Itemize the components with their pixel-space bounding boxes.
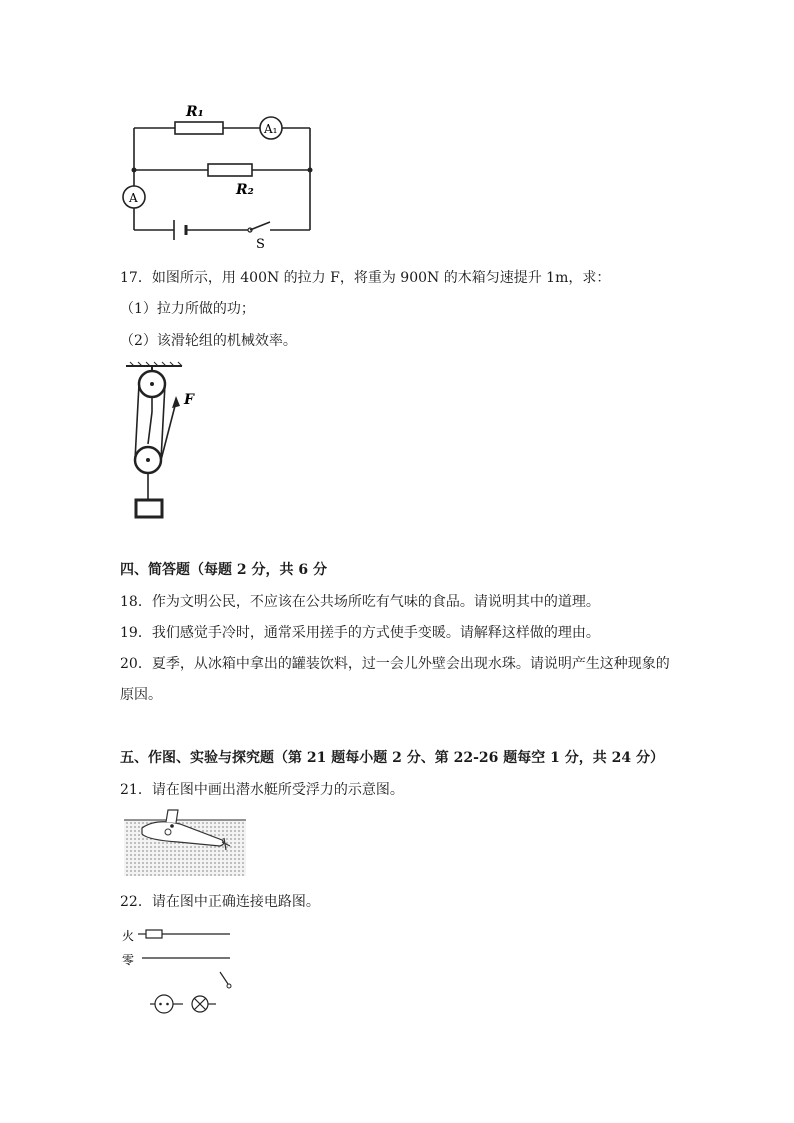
q17-sub2: （2）该滑轮组的机械效率。 xyxy=(120,333,297,349)
junction-dot xyxy=(308,168,313,173)
household-circuit-figure xyxy=(120,922,240,1022)
submarine-tower xyxy=(166,810,178,823)
force-arrow xyxy=(172,396,180,408)
switch-blade xyxy=(250,222,270,230)
section4-heading: 四、简答题（每题 2 分，共 6 分 xyxy=(120,562,327,578)
force-label: F xyxy=(184,392,194,408)
q22-text: 22．请在图中正确连接电路图。 xyxy=(120,894,320,910)
center-of-buoyancy-dot xyxy=(170,824,174,828)
junction-dot xyxy=(132,168,137,173)
fuse xyxy=(146,930,162,938)
q19-text: 19．我们感觉手冷时，通常采用搓手的方式使手变暖。请解释这样做的理由。 xyxy=(120,625,600,641)
submarine-figure xyxy=(122,806,248,878)
wooden-box xyxy=(136,500,162,517)
q21-text: 21．请在图中画出潜水艇所受浮力的示意图。 xyxy=(120,782,404,798)
pulley-system-figure xyxy=(120,360,210,525)
q18-text: 18．作为文明公民，不应该在公共场所吃有气味的食品。请说明其中的道理。 xyxy=(120,594,600,610)
resistor-r2-label: R₂ xyxy=(236,182,254,198)
ammeter-main-label: A xyxy=(129,191,138,205)
section5-heading: 五、作图、实验与探究题（第 21 题每小题 2 分、第 22-26 题每空 1 分，共 24 分） xyxy=(120,750,664,766)
resistor-r1-label: R₁ xyxy=(186,104,204,120)
circuit-diagram-figure xyxy=(120,98,320,258)
q17-sub1: （1）拉力所做的功； xyxy=(120,301,255,317)
resistor-r1 xyxy=(175,122,223,134)
neutral-wire-label: 零 xyxy=(122,953,135,967)
ammeter-a1-label: A₁ xyxy=(264,122,278,136)
q17-stem: 17．如图所示，用 400N 的拉力 F，将重为 900N 的木箱匀速提升 1m，求： xyxy=(120,270,611,286)
q20-text: 20．夏季，从冰箱中拿出的罐装饮料，过一会儿外壁会出现水珠。请说明产生这种现象的原因。 xyxy=(120,656,670,703)
socket-symbol xyxy=(155,995,173,1013)
switch-label: S xyxy=(256,237,265,252)
switch-pivot xyxy=(227,984,231,988)
switch-lever xyxy=(220,972,228,984)
resistor-r2 xyxy=(208,164,252,176)
live-wire-label: 火 xyxy=(122,929,135,943)
